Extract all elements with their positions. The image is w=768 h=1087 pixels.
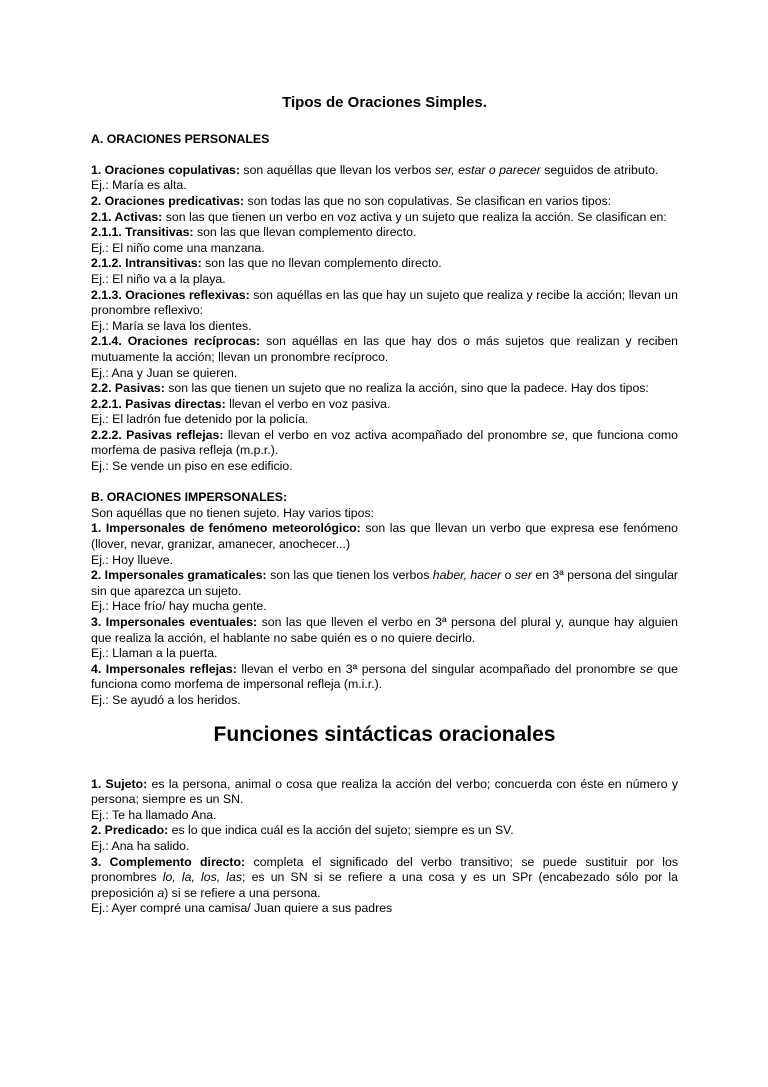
- paragraph-predicativas: 2. Oraciones predicativas: son todas las que no son copulativas. Se clasifican en varios tipos:: [91, 193, 612, 208]
- example-complemento-directo: Ej.: Ayer compré una camisa/ Juan quiere a sus padres: [91, 901, 393, 916]
- section-a-heading: A. ORACIONES PERSONALES: [91, 131, 270, 146]
- paragraph-pasivas-directas: 2.2.1. Pasivas directas: llevan el verbo en voz pasiva.: [91, 396, 391, 411]
- paragraph-sujeto: 1. Sujeto: es la persona, animal o cosa que realiza la acción del verbo; concuerda con éste en número y persona; siempre es un SN.: [91, 776, 678, 807]
- example-transitivas: Ej.: El niño come una manzana.: [91, 240, 265, 255]
- paragraph-eventuales: 3. Impersonales eventuales: son las que lleven el verbo en 3ª persona del plural y, aunque hay alguien que realiza la acción, el hablante no sabe quién es o no quiere decirlo.: [91, 615, 678, 645]
- paragraph-impersonales-reflejas: 4. Impersonales reflejas: llevan el verbo en 3ª persona del singular acompañado del pronombre se que funciona como morfema de impersonal refleja (m.i.r.).: [91, 661, 678, 692]
- paragraph-gramaticales: 2. Impersonales gramaticales: son las que tienen los verbos haber, hacer o ser en 3ª persona del singular sin que aparezca un sujeto.: [91, 568, 679, 598]
- paragraph-intransitivas: 2.1.2. Intransitivas: son las que no llevan complemento directo.: [91, 256, 442, 271]
- example-meteorologico: Ej.: Hoy llueve.: [91, 552, 174, 567]
- paragraph-activas: 2.1. Activas: son las que tienen un verbo en voz activa y un sujeto que realiza la acción. Se clasifican en:: [91, 209, 667, 224]
- example-reflexivas: Ej.: María se lava los dientes.: [91, 318, 252, 333]
- example-gramaticales: Ej.: Hace frío/ hay mucha gente.: [91, 599, 267, 614]
- paragraph-pasivas: 2.2. Pasivas: son las que tienen un sujeto que no realiza la acción, sino que la padece. Hay dos tipos:: [91, 381, 649, 396]
- example-copulativas: Ej.: María es alta.: [91, 178, 187, 193]
- paragraph-copulativas: 1. Oraciones copulativas: son aquéllas que llevan los verbos ser, estar o parecer seguidos de atributo.: [91, 162, 659, 177]
- example-predicado: Ej.: Ana ha salido.: [91, 838, 190, 853]
- example-eventuales: Ej.: Llaman a la puerta.: [91, 646, 218, 661]
- paragraph-pasivas-reflejas: 2.2.2. Pasivas reflejas: llevan el verbo en voz activa acompañado del pronombre se, que funciona como morfema de pasiva refleja (m.p.r.).: [91, 427, 679, 458]
- paragraph-reflexivas: 2.1.3. Oraciones reflexivas: son aquéllas en las que hay un sujeto que realiza y recibe la acción; llevan un pronombre reflexivo:: [91, 287, 678, 318]
- section-b-heading: B. ORACIONES IMPERSONALES:: [91, 490, 288, 505]
- document-page: [91, 90, 678, 917]
- document-title: Tipos de Oraciones Simples.: [282, 94, 487, 111]
- example-pasivas-reflejas: Ej.: Se vende un piso en ese edificio.: [91, 459, 293, 474]
- paragraph-predicado: 2. Predicado: es lo que indica cuál es la acción del sujeto; siempre es un SV.: [91, 823, 514, 838]
- example-reciprocas: Ej.: Ana y Juan se quieren.: [91, 365, 238, 380]
- paragraph-meteorologico: 1. Impersonales de fenómeno meteorológico: son las que llevan un verbo que expresa ese fenómeno (llover, nevar, granizar, amanecer, anochecer...): [91, 521, 678, 552]
- example-pasivas-directas: Ej.: El ladrón fue detenido por la policía.: [91, 412, 309, 427]
- example-sujeto: Ej.: Te ha llamado Ana.: [91, 807, 217, 822]
- example-intransitivas: Ej.: El niño va a la playa.: [91, 271, 226, 286]
- paragraph-reciprocas: 2.1.4. Oraciones recíprocas: son aquéllas en las que hay dos o más sujetos que realizan y reciben mutuamente la acción; llevan un pronombre recíproco.: [91, 334, 679, 364]
- section-b-intro: Son aquéllas que no tienen sujeto. Hay varios tipos:: [91, 505, 375, 520]
- paragraph-transitivas: 2.1.1. Transitivas: son las que llevan complemento directo.: [91, 225, 417, 240]
- example-impersonales-reflejas: Ej.: Se ayudó a los heridos.: [91, 692, 241, 707]
- paragraph-complemento-directo: 3. Complemento directo: completa el significado del verbo transitivo; se puede sustituir por los pronombres lo, la, los, las; es un SN si se refiere a una cosa y es un SPr (encabezado sólo por la preposición a) si se refiere a una persona.: [91, 854, 678, 900]
- functions-title: Funciones sintácticas oracionales: [213, 722, 556, 746]
